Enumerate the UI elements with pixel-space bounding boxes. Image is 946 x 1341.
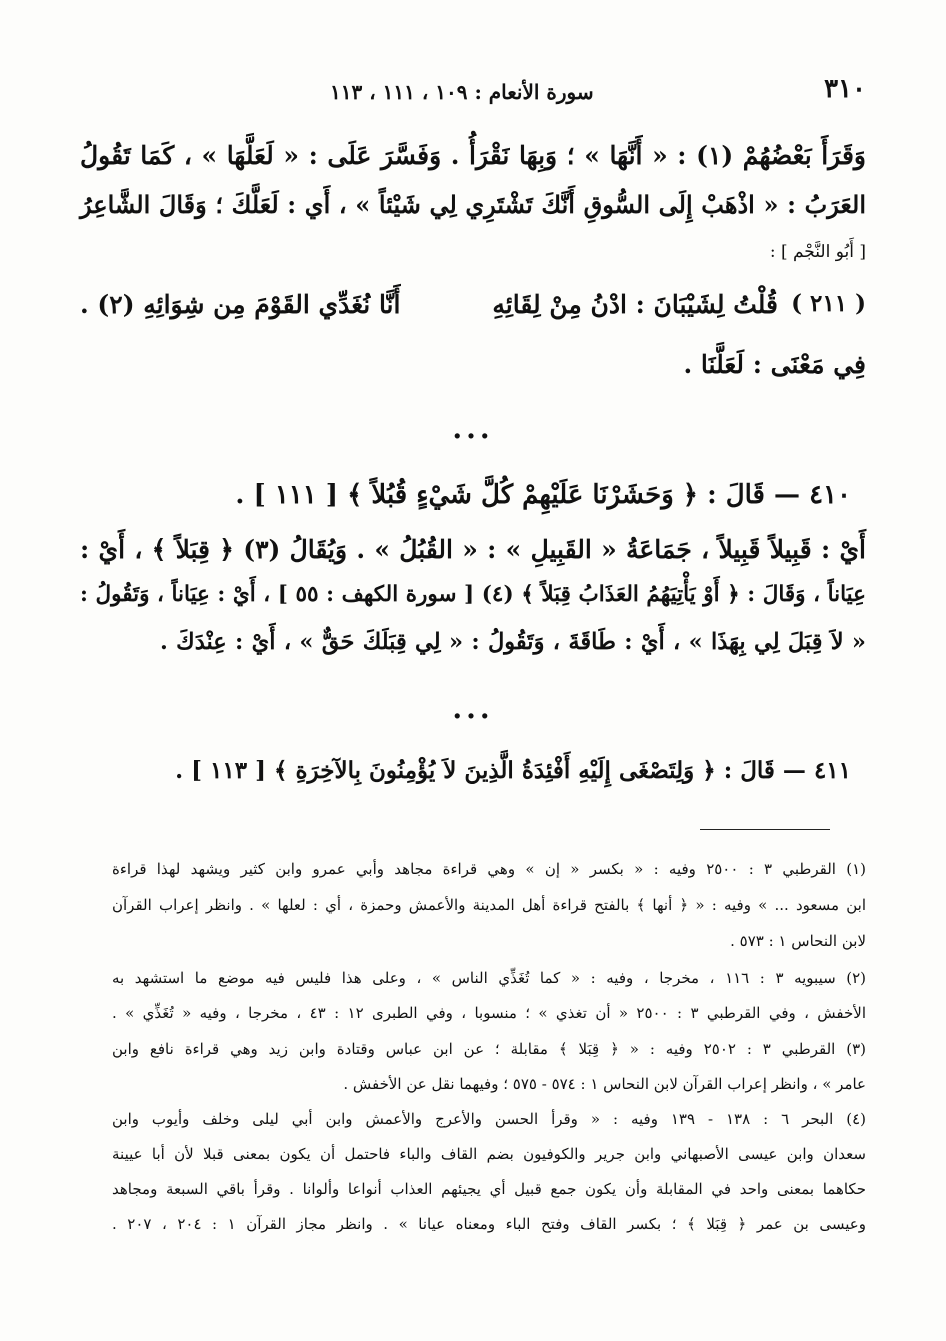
running-title: سورة الأنعام : ١٠٩ ، ١١١ ، ١١٣ <box>330 80 594 104</box>
paragraph-line: العَرَبُ : « اذْهَبْ إِلَى السُّوقِ أَنَّكَ تَشْتَرِي لِي شَيْئاً » ، أَي : لَعَلَّكَ ؛ وَقَالَ الشَّاعِرُ <box>80 190 866 219</box>
footnote-4-line: سعدان وابن عيسى الأصبهاني وابن جرير والكوفيون بضم القاف والباء فاحتمل أن يكون بمعنى قبلا لأن أبا عيينة <box>112 1145 866 1163</box>
footnote-4-line: وعيسى بن عمر ﴿ قِبَلا ﴾ ؛ بكسر القاف وفتح الباء ومعناه عيانا » . وانظر مجاز القرآن ١ : ٢٠٤ ، ٢٠٧ . <box>112 1215 866 1233</box>
footnote-1-line: لابن النحاس ١ : ٥٧٣ . <box>730 932 866 950</box>
footnote-1-line: ابن مسعود ... » وفيه : « ﴿ أنها ﴾ بالفتح قراءة أهل المدينة والأعمش وحمزة ، أي : لعلها » . وانظر إعراب القرآن <box>112 896 866 914</box>
paragraph-line: وَقَرَأَ بَعْضُهُمْ (١) : « أَنَّهَا » ؛ وَبِهَا نَقْرَأُ . وَفَسَّرَ عَلَى : « لَعَلَّهَا » ، كَمَا تَقُولُ <box>80 141 866 170</box>
footnote-3-line: عامر » ، وانظر إعراب القرآن لابن النحاس ١ : ٥٧٤ - ٥٧٥ ؛ وفيهما نقل عن الأخفش . <box>343 1075 866 1093</box>
footnote-2-line: (٢) سيبويه ٣ : ١١٦ ، مخرجا ، وفيه : « كما تُغَذِّي الناس » ، وعلى هذا فليس فيه موضع ما استشهد به <box>112 969 867 987</box>
paragraph-line: أَيْ : قَبِيلاً قَبِيلاً ، جَمَاعَةُ « القَبِيلِ » : « القُبُلُ » . وَيُقَالُ (٣) ﴿ قِبَلاً ﴾ ، أَيْ : <box>80 535 866 564</box>
second-hemistich: أَنَّا نُغَدِّي القَوْمَ مِن شِوَائِهِ (٢) . <box>80 290 401 319</box>
section-separator: ... <box>452 692 494 725</box>
footnote-rule <box>700 829 830 830</box>
page-header <box>330 74 866 114</box>
paragraph-line: « لاَ قِبَلَ لِي بِهَذَا » ، أَيْ : طَاقَةَ ، وَتَقُولُ : « لِي قِبَلَكَ حَقٌّ » ، أَيْ : عِنْدَكَ . <box>160 629 866 655</box>
verse-number: ( ٢١١ ) <box>791 290 866 317</box>
paragraph-line: عِيَاناً ، وَقَالَ : ﴿ أَوْ يَأْتِيَهُمُ العَذَابُ قِبَلاً ﴾ (٤) [ سورة الكهف : ٥٥ ] ، أَيْ : عِيَاناً ، وَتَقُولُ : <box>80 582 866 607</box>
footnote-1-line: (١) القرطبي ٣ : ٢٥٠٠ وفيه : « بكسر « إن » وهي قراءة مجاهد وأبي عمرو وابن كثير ويشهد لهذا قراءة <box>112 860 866 878</box>
poem-verse <box>80 290 866 330</box>
entry-410-heading: ٤١٠ — قَالَ : ﴿ وَحَشَرْنَا عَلَيْهِمْ كُلَّ شَيْءٍ قُبُلاً ﴾ [ ١١١ ] . <box>235 480 851 510</box>
footnote-3-line: (٣) القرطبي ٣ : ٢٥٠٢ وفيه : « ﴿ قِبَلا ﴾ مقابلة ؛ عن ابن عباس وقتادة وابن زيد وهي قراءة نافع وابن <box>112 1040 867 1058</box>
poet-attribution: [ أَبُو النَّجْم ] : <box>769 242 866 262</box>
section-separator: ... <box>452 412 494 445</box>
footnote-4-line: حكاهما بمعنى واحد في المقابلة وأن يكون جمع قبيل أي يجيئهم العذاب أنواعا وألوانا . وقرأ باقي السبعة ومجاهد <box>112 1180 866 1198</box>
poem-gloss: فِي مَعْنَى : لَعَلَّنَا . <box>683 350 866 379</box>
page-number: ٣١٠ <box>824 74 866 104</box>
footnote-4-line: (٤) البحر ٦ : ١٣٨ - ١٣٩ وفيه : « وقرأ الحسن والأعرج والأعمش وابن أبي ليلى وخلف وأيوب وابن <box>112 1110 866 1128</box>
entry-411-heading: ٤١١ — قَالَ : ﴿ وَلِتَصْغَى إِلَيْهِ أَفْئِدَةُ الَّذِينَ لاَ يُؤْمِنُونَ بِالآخِرَةِ ﴾ [ ١١٣ ] . <box>175 757 851 784</box>
first-hemistich: قُلْتُ لِشَيْبَانَ : ادْنُ مِنْ لِقَائِهِ <box>492 290 778 319</box>
footnote-2-line: الأخفش ، وفي القرطبي ٣ : ٢٥٠٠ « أن تغذي » ؛ منسوبا ، وفي الطبرى ١٢ : ٤٣ ، مخرجا ، وفيه « تُغَذِّي » . <box>112 1004 867 1022</box>
